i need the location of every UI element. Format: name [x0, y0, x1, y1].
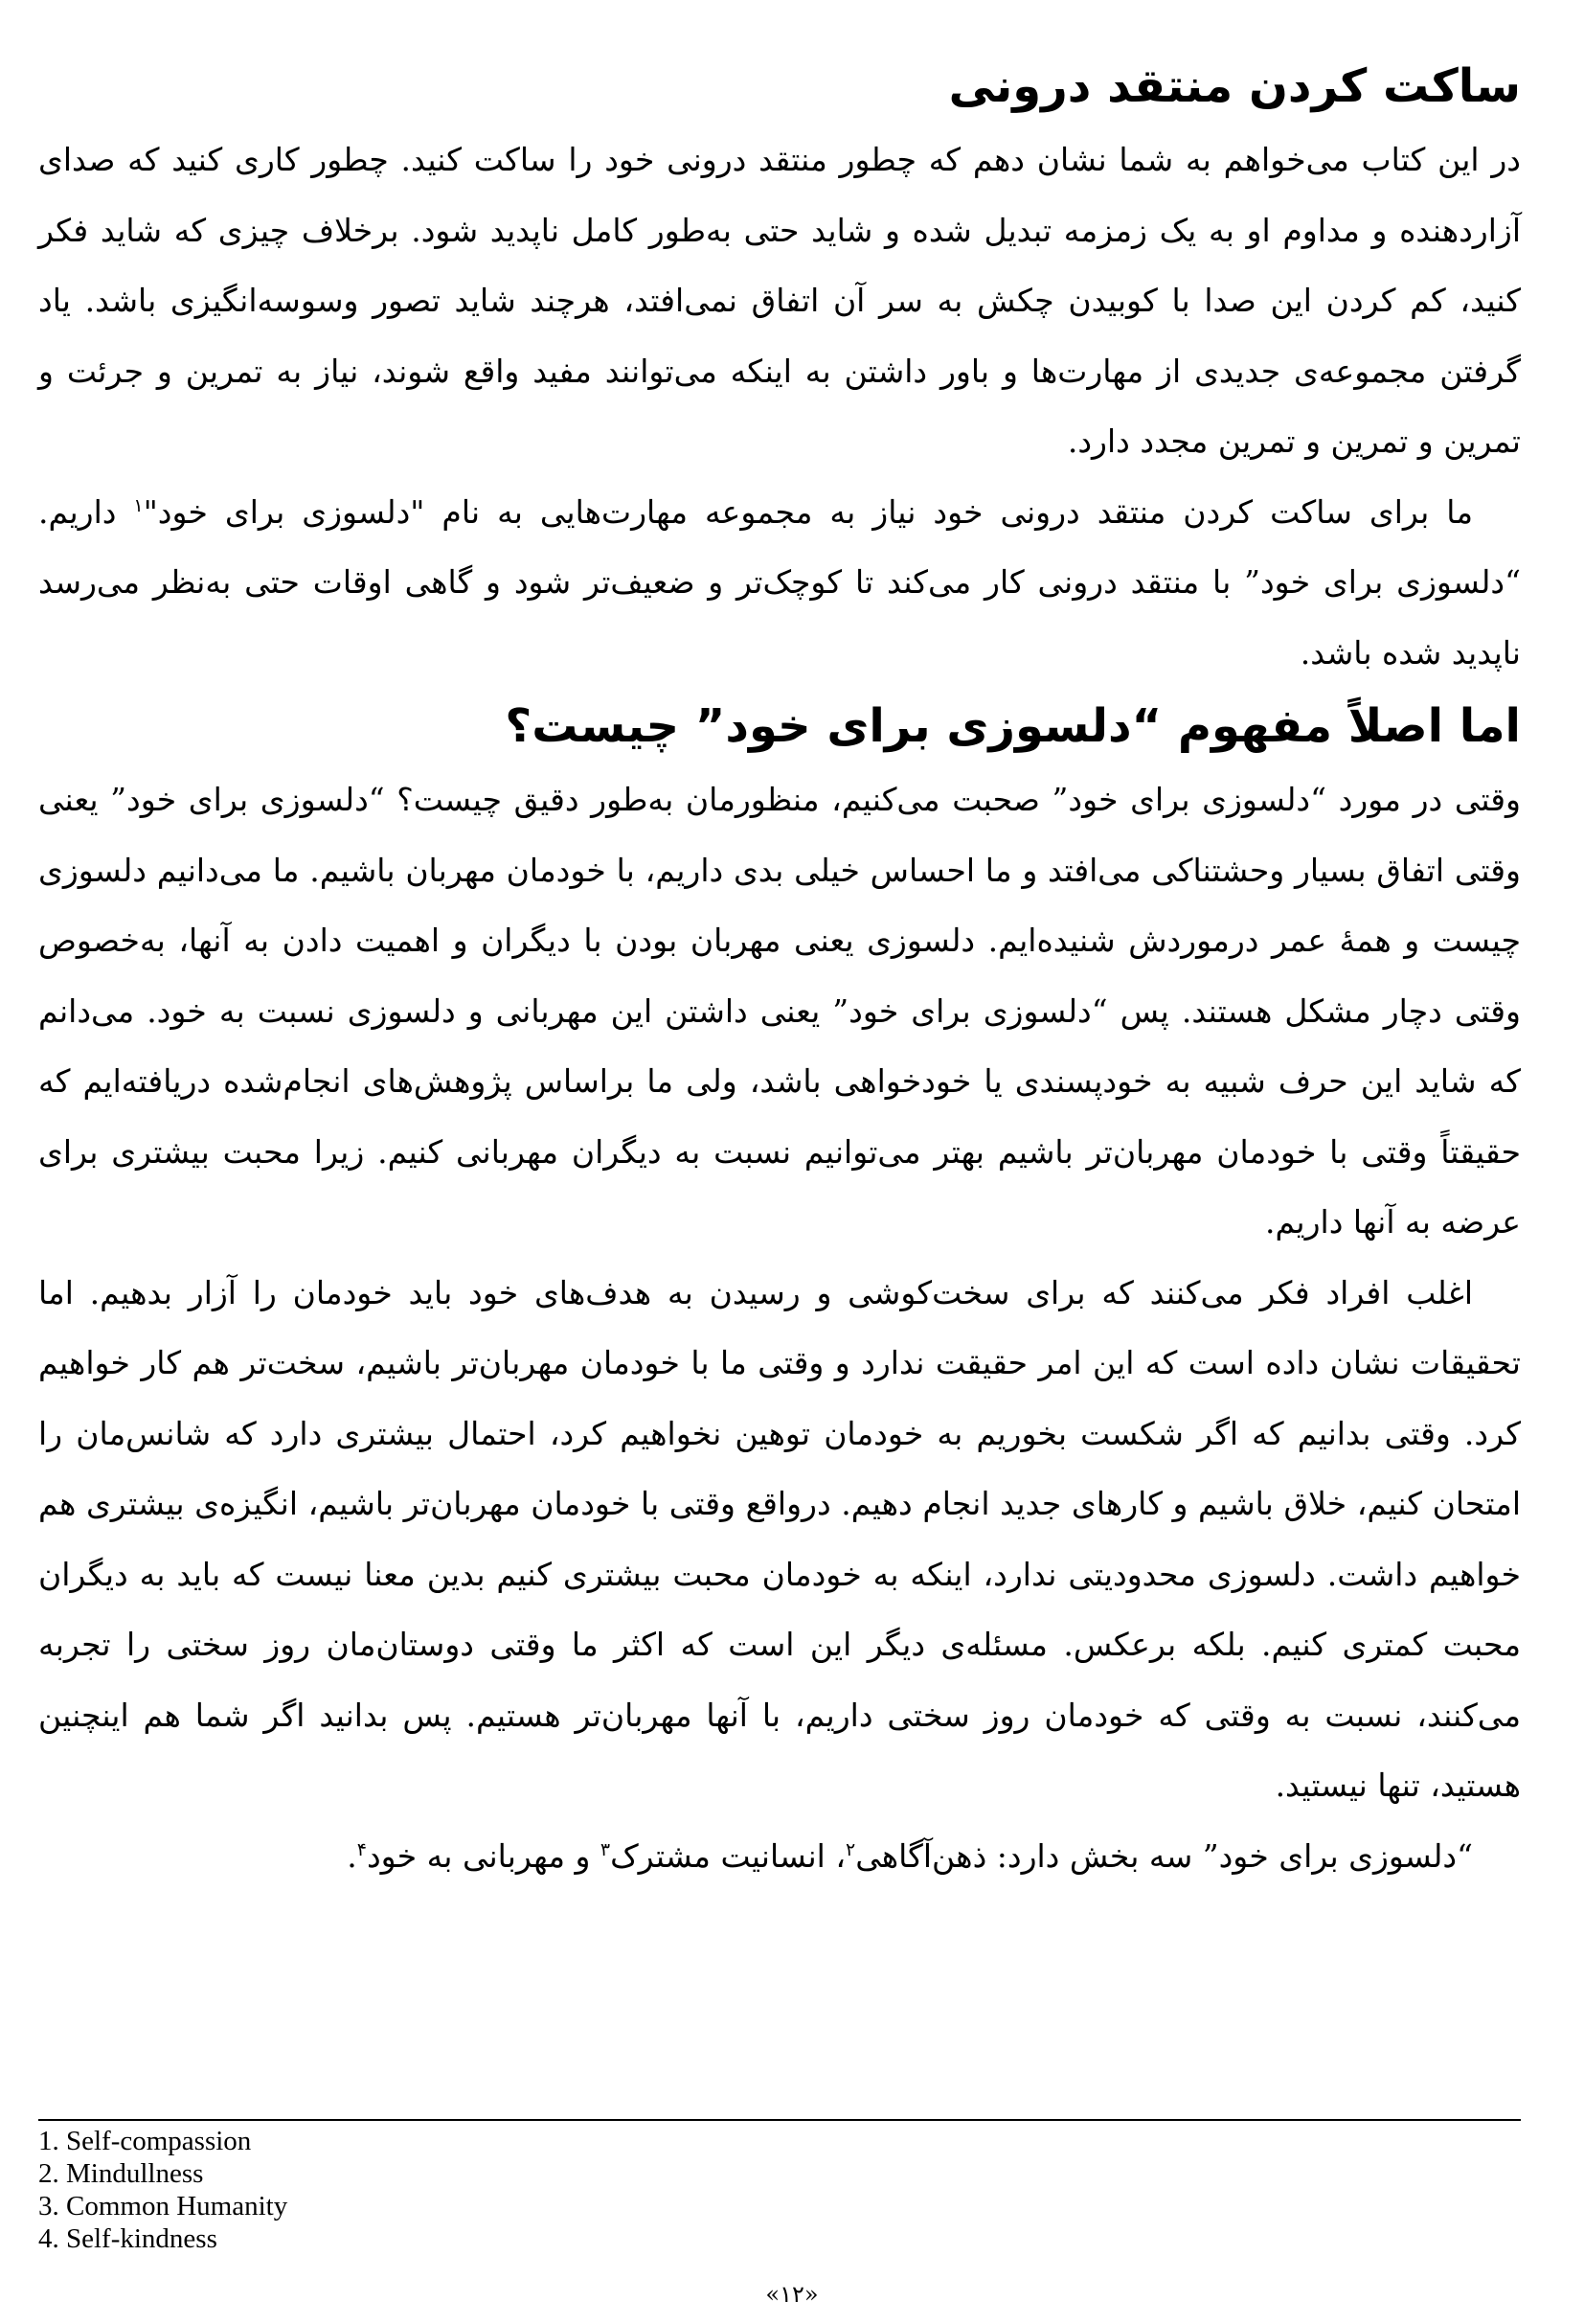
page-content	[38, 48, 1521, 1891]
footnote-3: 3. Common Humanity	[38, 2191, 288, 2221]
footnote-1: 1. Self-compassion	[38, 2126, 252, 2156]
footnote-4: 4. Self-kindness	[38, 2223, 217, 2254]
section-heading-silencing-inner-critic: ساکت کردن منتقد درونی	[948, 59, 1521, 113]
paragraph-self-compassion-skills	[38, 477, 1521, 689]
section-heading-what-is-self-compassion: اما اصلاً مفهوم “دلسوزی برای خود” چیست؟	[505, 699, 1521, 753]
paragraph-text: “دلسوزی برای خود” سه بخش دارد: ذهن‌آگاهی	[855, 1836, 1473, 1875]
paragraph-definition: وقتی در مورد “دلسوزی برای خود” صحبت می‌کنیم، منظورمان به‌طور دقیق چیست؟ “دلسوزی برای خود” یعنی وقتی اتفاق بسیار وحشتناکی می‌افتد و ما احساس خیلی بدی داریم، با خودمان مهربان باشیم. ما می‌دانیم دلسوزی چیست و همهٔ عمر درموردش شنیده‌ایم. دلسوزی یعنی مهربان بودن با دیگران و اهمیت دادن به آنها، به‌خصوص وقتی دچار مشکل هستند. پس “دلسوزی برای خود” یعنی داشتن این مهربانی و دلسوزی نسبت به خود. می‌دانم که شاید این حرف شبیه به خودپسندی یا خودخواهی باشد، ولی ما براساس پژوهش‌های انجام‌شده دریافته‌ایم که حقیقتاً وقتی با خودمان مهربان‌تر باشیم بهتر می‌توانیم نسبت به دیگران مهربانی کنیم. زیرا محبت بیشتری برای عرضه به آنها داریم.	[38, 781, 1521, 1241]
paragraph-intro: در این کتاب می‌خواهم به شما نشان دهم که چطور منتقد درونی خود را ساکت کنید. چطور کاری کنید که صدای آزاردهنده و مداوم او به یک زمزمه تبدیل شده و شاید حتی به‌طور کامل ناپدید شود. برخلاف چیزی که شاید فکر کنید، کم کردن این صدا با کوبیدن چکش به سر آن اتفاق نمی‌افتد، هرچند شاید تصور وسوسه‌انگیزی باشد. یاد گرفتن مجموعه‌ی جدیدی از مهارت‌ها و باور داشتن به اینکه می‌توانند مفید واقع شوند، نیاز به تمرین و جرئت و تمرین و تمرین و تمرین مجدد دارد.	[38, 141, 1521, 460]
footnote-divider	[38, 2119, 1521, 2121]
footnote-marker-3: ۳	[600, 1838, 611, 1860]
page-number: «۱۲»	[765, 2281, 819, 2308]
paragraph-text: ما برای ساکت کردن منتقد درونی خود نیاز به مجموعه مهارت‌هایی به نام "دلسوزی برای خود"	[143, 492, 1473, 531]
footnote-marker-1: ۱	[133, 494, 144, 516]
footnote-2: 2. Mindullness	[38, 2158, 204, 2189]
paragraph-text-continued: داریم. “دلسوزی برای خود” با منتقد درونی کار می‌کند تا کوچک‌تر و ضعیف‌تر شود و گاهی اوقات حتی به‌نظر می‌رسد ناپدید شده باشد.	[38, 492, 1521, 672]
paragraph-text: و مهربانی به خود	[366, 1836, 600, 1875]
footnote-marker-2: ۲	[845, 1838, 856, 1860]
paragraph-text: ، انسانیت مشترک	[610, 1836, 846, 1875]
paragraph-three-components	[38, 1821, 1521, 1892]
footnotes	[38, 2125, 709, 2255]
paragraph-text: .	[347, 1836, 357, 1875]
footnote-marker-4: ۴	[356, 1838, 367, 1860]
paragraph-kindness-motivation: اغلب افراد فکر می‌کنند که برای سخت‌کوشی و رسیدن به هدف‌های خود باید خودمان را آزار بدهیم. اما تحقیقات نشان داده است که این امر حقیقت ندارد و وقتی ما با خودمان مهربان‌تر باشیم، سخت‌تر هم کار خواهیم کرد. وقتی بدانیم که اگر شکست بخوریم به خودمان توهین نخواهیم کرد، احتمال بیشتری دارد که شانس‌مان را امتحان کنیم، خلاق باشیم و کارهای جدید انجام دهیم. درواقع وقتی با خودمان مهربان‌تر باشیم، انگیزه‌ی بیشتری هم خواهیم داشت. دلسوزی محدودیتی ندارد، اینکه به خودمان محبت بیشتری کنیم بدین معنا نیست که باید به دیگران محبت کمتری کنیم. بلکه برعکس. مسئله‌ی دیگر این است که اکثر ما وقتی دوستان‌مان روز سختی را تجربه می‌کنند، نسبت به وقتی که خودمان روز سختی داریم، با آنها مهربان‌تر هستیم. پس بدانید اگر شما هم اینچنین هستید، تنها نیستید.	[38, 1273, 1521, 1804]
